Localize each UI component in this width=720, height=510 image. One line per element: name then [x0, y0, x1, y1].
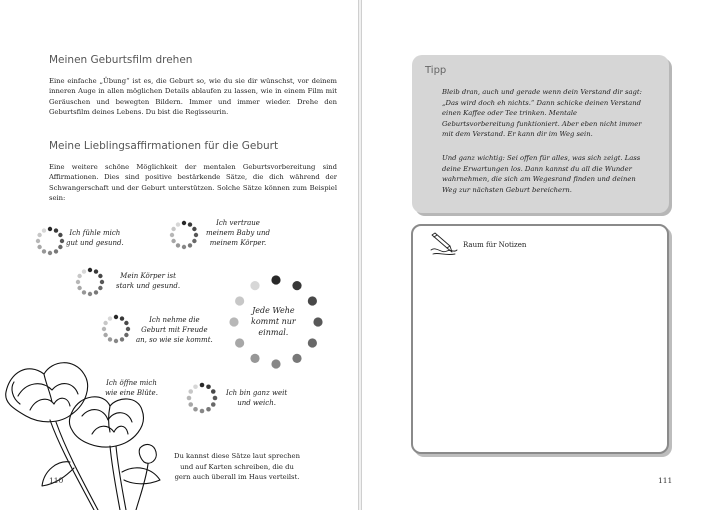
ring-dot: [36, 239, 40, 243]
ring-dot: [94, 269, 98, 273]
ring-dot: [200, 409, 205, 414]
ring-dot: [235, 338, 244, 347]
affirmation-line: gut und gesund.: [66, 239, 124, 247]
affirmation-1: [66, 228, 124, 248]
ring-dot: [170, 233, 174, 237]
ring-dot: [54, 228, 58, 232]
section-text-geburtsfilm: Eine einfache „Übung“ ist es, die Geburt so, wie du sie dir wünschst, vor deinem inneren Auge in allen möglichen Details ablaufen zu lassen, wie in einem Film mit Geräuschen und bewegten Bildern. Immer und immer wieder. Drehe den Geburtsfilm deines Lebens. Du bist die Regisseurin.: [49, 77, 337, 117]
notes-box[interactable]: [411, 224, 669, 454]
closing-text: Du kannst diese Sätze laut sprechen und auf Karten schreiben, die du gern auch überall im Haus verteilst.: [174, 452, 300, 481]
ring-dot: [187, 396, 192, 401]
tip-paragraph-2: Und ganz wichtig: Sei offen für alles, was sich zeigt. Lass deine Erwartungen los. Dann kannst du all die Wunder wahrnehmen, die sich am Wegesrand finden und deinen Weg zur nächsten Geburt bereichern.: [442, 154, 641, 194]
ring-dot: [194, 233, 198, 237]
dotted-circle-decoration: [34, 225, 66, 257]
ring-dot: [114, 315, 118, 319]
ring-dot: [200, 383, 205, 388]
ring-dot: [193, 407, 198, 412]
ring-dot: [77, 286, 81, 290]
tip-paragraph-1: Bleib dran, auch und gerade wenn dein Verstand dir sagt: „Das wird doch eh nichts.“ Dann schicke deinen Verstand einen Kaffee oder Tee trinken. Mentale Geburtsvorbereitung funktioniert. Aber eben nicht immer mit dem Verstand. Er kann dir im Weg sein.: [442, 88, 642, 139]
pen-icon: [429, 232, 459, 256]
ring-dot: [58, 233, 62, 237]
ring-dot: [192, 239, 196, 243]
affirmation-line: meinem Körper.: [209, 239, 267, 247]
ring-dot: [126, 327, 130, 331]
ring-dot: [82, 269, 86, 273]
ring-dot: [102, 327, 106, 331]
ring-dot: [98, 286, 102, 290]
ring-dot: [188, 389, 193, 394]
ring-dot: [313, 317, 322, 326]
ring-dot: [211, 389, 216, 394]
ring-dot: [60, 239, 64, 243]
notes-label: Raum für Notizen: [463, 241, 527, 249]
ring-dot: [100, 280, 104, 284]
ring-dot: [308, 296, 317, 305]
section-heading-affirmationen: Meine Lieblingsaffirmationen für die Geburt: [49, 140, 279, 152]
affirmation-line: Ich fühle mich: [69, 229, 121, 237]
ring-dot: [76, 280, 80, 284]
affirmation-line: Ich nehme die: [149, 316, 200, 324]
ring-dot: [182, 221, 186, 225]
affirmation-line: an, so wie sie kommt.: [136, 336, 213, 344]
ring-dot: [77, 274, 81, 278]
ring-dot: [98, 274, 102, 278]
ring-dot: [37, 233, 41, 237]
tip-title: Tipp: [425, 65, 447, 76]
affirmation-line: wie eine Blüte.: [105, 389, 158, 397]
ring-dot: [271, 275, 280, 284]
ring-dot: [271, 359, 280, 368]
ring-dot: [120, 337, 124, 341]
ring-dot: [188, 222, 192, 226]
page-number-right: 111: [658, 476, 673, 485]
affirmation-5: [251, 305, 296, 338]
ring-dot: [124, 321, 128, 325]
ring-dot: [235, 296, 244, 305]
affirmation-line: stark und gesund.: [116, 282, 181, 290]
right-page: [361, 0, 720, 510]
affirmation-4: [136, 315, 213, 345]
affirmation-line: meinem Baby und: [206, 229, 271, 237]
affirmation-line: Ich vertraue: [216, 219, 260, 227]
ring-dot: [58, 245, 62, 249]
ring-dot: [42, 249, 46, 253]
affirmation-line: kommt nur: [251, 317, 296, 326]
ring-dot: [192, 227, 196, 231]
affirmation-line: und weich.: [237, 399, 276, 407]
affirmation-line: Geburt mit Freude: [141, 326, 208, 334]
ring-dot: [82, 290, 86, 294]
section-heading-geburtsfilm: Meinen Geburtsfilm drehen: [49, 54, 193, 66]
ring-dot: [120, 316, 124, 320]
ring-dot: [176, 222, 180, 226]
ring-dot: [48, 251, 52, 255]
ring-dot: [88, 292, 92, 296]
ring-dot: [94, 290, 98, 294]
tip-box: [412, 55, 669, 213]
ring-dot: [114, 339, 118, 343]
ring-dot: [54, 249, 58, 253]
ring-dot: [292, 281, 301, 290]
ring-dot: [124, 333, 128, 337]
ring-dot: [211, 402, 216, 407]
affirmation-line: Mein Körper ist: [120, 272, 176, 280]
ring-dot: [292, 354, 301, 363]
ring-dot: [188, 243, 192, 247]
ring-dot: [250, 281, 259, 290]
ring-dot: [213, 396, 218, 401]
dotted-circle-decoration: [100, 313, 132, 345]
dotted-circle-decoration: [74, 266, 106, 298]
ring-dot: [193, 384, 198, 389]
ring-dot: [37, 245, 41, 249]
ring-dot: [182, 245, 186, 249]
ring-dot: [42, 228, 46, 232]
ring-dot: [108, 316, 112, 320]
affirmation-line: Ich öffne mich: [106, 379, 157, 387]
section-text-affirmationen: Eine weitere schöne Möglichkeit der mentalen Geburtsvorbereitung sind Affirmationen. Dies sind positive bestärkende Sätze, die dich während der Schwangerschaft und der Geburt unterstützen. Solche Sätze können zum Beispiel sein:: [49, 163, 337, 203]
ring-dot: [103, 333, 107, 337]
left-page: [0, 0, 359, 510]
ring-dot: [48, 227, 52, 231]
ring-dot: [229, 317, 238, 326]
affirmation-2: [206, 218, 270, 248]
ring-dot: [250, 354, 259, 363]
affirmation-line: Ich bin ganz weit: [226, 389, 288, 397]
ring-dot: [206, 407, 211, 412]
affirmation-line: Jede Wehe: [252, 306, 295, 315]
affirmation-7: [226, 388, 287, 408]
ring-dot: [308, 338, 317, 347]
affirmation-line: einmal.: [258, 328, 289, 337]
dotted-circle-decoration: [168, 219, 200, 251]
ring-dot: [171, 239, 175, 243]
ring-dot: [103, 321, 107, 325]
ring-dot: [88, 268, 92, 272]
affirmation-3: [116, 271, 180, 291]
flower-illustration: [0, 352, 170, 510]
dotted-circle-decoration: [185, 381, 219, 415]
ring-dot: [206, 384, 211, 389]
ring-dot: [171, 227, 175, 231]
page-number-left: 110: [49, 476, 64, 485]
ring-dot: [108, 337, 112, 341]
ring-dot: [188, 402, 193, 407]
ring-dot: [176, 243, 180, 247]
